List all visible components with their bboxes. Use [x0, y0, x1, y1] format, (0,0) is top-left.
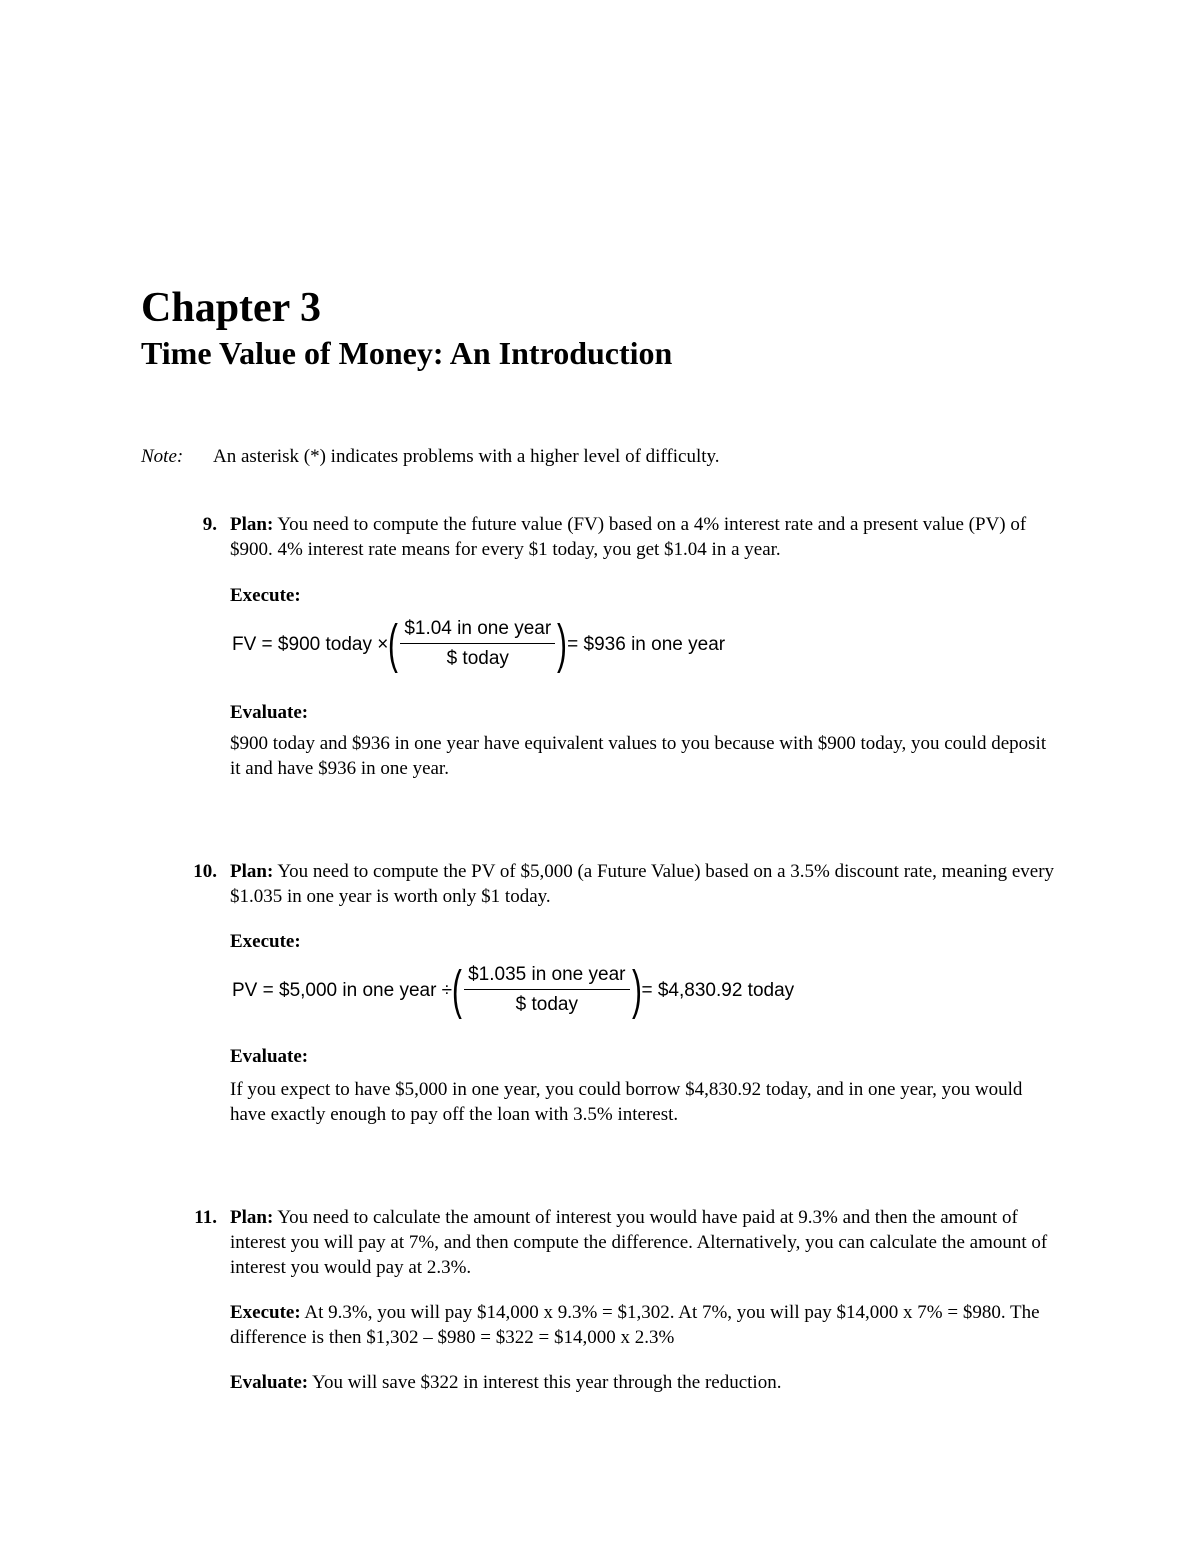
plan-text: You need to compute the PV of $5,000 (a Future Value) based on a 3.5% discount rate, meaning every $1.035 in one year is worth only $1 today.: [230, 861, 1055, 907]
note-label: Note:: [141, 446, 184, 467]
pv-equation: [230, 958, 1061, 1022]
evaluate-paragraph: [230, 1370, 1061, 1395]
evaluate-label: Evaluate:: [230, 1046, 309, 1067]
problem-body: [230, 512, 1061, 781]
execute-text: At 9.3%, you will pay $14,000 x 9.3% = $1,302. At 7%, you will pay $14,000 x 7% = $980. The difference is then $1,302 – $980 = $322 = $14,000 x 2.3%: [230, 1302, 1040, 1348]
problem-number: 9.: [202, 514, 217, 535]
evaluate-text: $900 today and $936 in one year have equivalent values to you because with $900 today, you could deposit it and have $936 in one year.: [230, 733, 1047, 779]
fv-equation: [230, 612, 1061, 676]
left-paren: (: [388, 614, 399, 674]
right-paren: ): [557, 614, 568, 674]
problem-10: [141, 859, 1061, 1127]
plan-label: Plan:: [230, 514, 274, 535]
note-text: An asterisk (*) indicates problems with a higher level of difficulty.: [213, 446, 720, 467]
fraction-numerator: $1.04 in one year: [400, 617, 555, 644]
equation-lhs: FV = $900 today ×: [232, 633, 389, 655]
evaluate-text: You will save $322 in interest this year through the reduction.: [308, 1372, 782, 1393]
plan-paragraph: [230, 512, 1061, 562]
problem-number: 10.: [193, 861, 217, 882]
problem-body: [230, 859, 1061, 1127]
chapter-heading: Chapter 3: [141, 285, 322, 331]
evaluate-section: [230, 1044, 1061, 1127]
fraction-denominator: $ today: [446, 648, 509, 669]
evaluate-section: [230, 700, 1061, 781]
equation-lhs: PV = $5,000 in one year ÷: [232, 979, 453, 1001]
plan-paragraph: [230, 859, 1061, 909]
problem-9: [141, 512, 1061, 781]
right-paren: ): [631, 960, 642, 1020]
execute-section: [230, 929, 1061, 1022]
evaluate-text: If you expect to have $5,000 in one year, you could borrow $4,830.92 today, and in one year, you would have exactly enough to pay off the loan with 3.5% interest.: [230, 1079, 1023, 1125]
equation-rhs: = $936 in one year: [567, 633, 726, 655]
evaluate-label: Evaluate:: [230, 702, 309, 723]
evaluate-label: Evaluate:: [230, 1372, 309, 1393]
fraction: [400, 617, 555, 671]
plan-label: Plan:: [230, 1207, 274, 1228]
plan-paragraph: [230, 1205, 1061, 1280]
plan-text: You need to compute the future value (FV) based on a 4% interest rate and a present value (PV) of $900. 4% interest rate means for every $1 today, you get $1.04 in a year.: [230, 514, 1027, 560]
left-paren: (: [452, 960, 463, 1020]
execute-label: Execute:: [230, 931, 301, 952]
fraction: [464, 963, 629, 1017]
fraction-numerator: $1.035 in one year: [464, 963, 629, 990]
execute-label: Execute:: [230, 585, 301, 606]
execute-section: [230, 583, 1061, 676]
problem-body: [230, 1205, 1061, 1395]
execute-label: Execute:: [230, 1302, 301, 1323]
problem-number: 11.: [194, 1207, 217, 1228]
problem-11: [141, 1205, 1061, 1395]
fraction-denominator: $ today: [515, 994, 578, 1015]
note: [141, 445, 720, 469]
chapter-title: Time Value of Money: An Introduction: [141, 335, 673, 371]
equation-rhs: = $4,830.92 today: [641, 979, 795, 1001]
execute-paragraph: [230, 1300, 1061, 1350]
plan-label: Plan:: [230, 861, 274, 882]
plan-text: You need to calculate the amount of interest you would have paid at 9.3% and then the amount of interest you will pay at 7%, and then compute the difference. Alternatively, you can calculate the amount of interest you would pay at 2.3%.: [230, 1207, 1048, 1278]
